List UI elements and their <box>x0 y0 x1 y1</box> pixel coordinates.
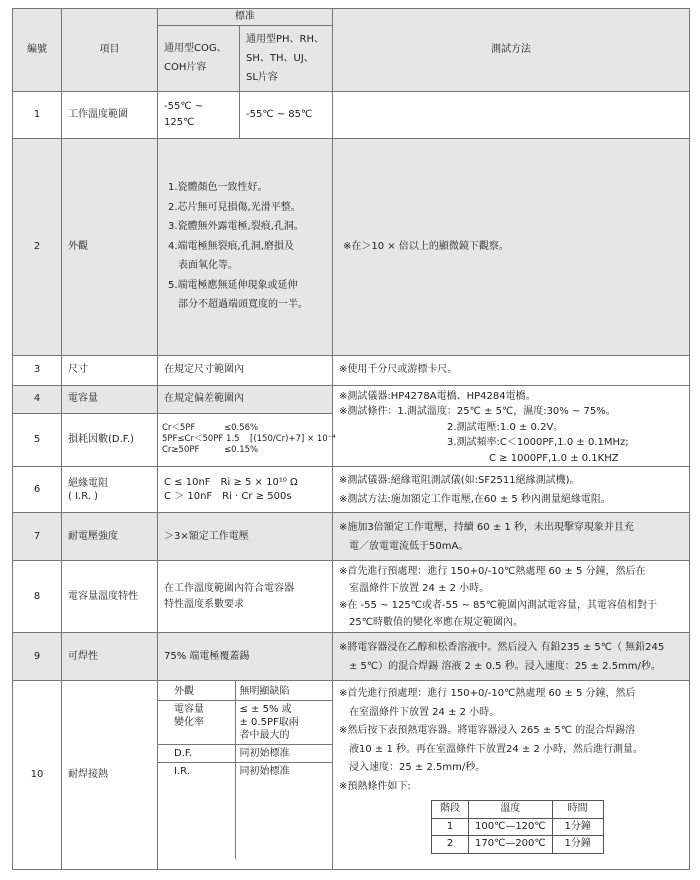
row-10 <box>13 681 690 870</box>
row-item: 損耗因數(D.F.) <box>62 413 158 466</box>
row-2 <box>13 138 690 355</box>
row-method: ※將電容器浸在乙醇和松香溶液中。然后浸入 有鉛235 ± 5℃（ 無鉛245 ± 5℃）的混合焊錫 溶液 2 ± 0.5 秒。浸入速度：25 ± 2.5mm/秒。 <box>333 633 690 681</box>
row-method: ※使用千分尺或游標卡尺。 <box>333 355 690 385</box>
row-item: 可焊性 <box>62 633 158 681</box>
preheat-table <box>431 800 604 854</box>
header-method: 測試方法 <box>333 9 690 92</box>
row-4 <box>13 385 690 413</box>
row-7 <box>13 513 690 561</box>
preheat-header-row: 階段 溫度 時間 <box>432 801 604 819</box>
row-no: 6 <box>13 467 62 513</box>
row-8 <box>13 561 690 633</box>
row-item: 絕緣電阻 ( I.R. ) <box>62 467 158 513</box>
spec-table <box>12 8 690 870</box>
row-method-4-5: ※測試儀器:HP4278A電橋、HP4284電橋。 ※測試條件：1.測試溫度：25℃ ± 5℃，濕度:30% ~ 75%。 2.測試電壓:1.0 ± 0.2V。 3.測試頻率:C＜1000PF,1.0 ± 0.1MHz; C ≥ 1000PF,1.0 ± 0.1KHZ <box>333 385 690 467</box>
row-item: 耐焊接熱 <box>62 681 158 870</box>
solder-heat-criteria <box>158 681 332 859</box>
row-std: 在規定偏差範圍內 <box>158 385 333 413</box>
row-9 <box>13 633 690 681</box>
preheat-row: 1 100℃—120℃ 1分鐘 <box>432 818 604 836</box>
row-std: 1.瓷體顏色一致性好。 2.芯片無可見損傷,光滑平整。 3.瓷體無外露電極,裂痕,孔洞。 4.端電極無裂痕,孔洞,磨損及 表面氧化等。 5.端電極應無延伸現象或延伸 部分不超過端頭寬度的一半。 <box>158 138 333 355</box>
header-no: 編號 <box>13 9 62 92</box>
preheat-row: 2 170℃—200℃ 1分鐘 <box>432 836 604 854</box>
row-no: 7 <box>13 513 62 561</box>
row-std-subtable <box>158 681 333 870</box>
row-method <box>333 91 690 138</box>
row-std: ＞3×額定工作電壓 <box>158 513 333 561</box>
header-cog: 通用型COG、 COH片容 <box>158 25 240 91</box>
row-6 <box>13 467 690 513</box>
criteria-row: 外觀 無明顯缺陷 <box>158 681 332 701</box>
row-no: 3 <box>13 355 62 385</box>
row-std: 在規定尺寸範圍內 <box>158 355 333 385</box>
row-no: 4 <box>13 385 62 413</box>
row-item: 電容量溫度特性 <box>62 561 158 633</box>
row-no: 10 <box>13 681 62 870</box>
row-3 <box>13 355 690 385</box>
row-method: ※施加3倍額定工作電壓，持續 60 ± 1 秒，未出現擊穿現象并且充 電／放電電流低于50mA。 <box>333 513 690 561</box>
row-item: 尺寸 <box>62 355 158 385</box>
header-standard: 標准 <box>158 9 333 26</box>
row-std-cog: -55℃ ~ 125℃ <box>158 91 240 138</box>
row-method: ※首先進行預處理：進行 150+0/-10℃熱處理 60 ± 5 分鐘，然后 在室溫條件下放置 24 ± 2 小時。 ※然后按下表預熱電容器。將電容器浸入 265 ± 5℃ 的混合焊錫溶 液10 ± 1 秒。再在室溫條件下放置24 ± 2 小時，然后進行測量。 浸入速度：25 ± 2.5mm/秒。 ※預熱條件如下: 階段 溫度 時間 1 100℃—120℃ 1分鐘 2 170℃—200℃ 1分鐘 <box>333 681 690 870</box>
row-method: ※在＞10 × 倍以上的顯微鏡下觀察。 <box>333 138 690 355</box>
header-item: 項目 <box>62 9 158 92</box>
row-item: 工作溫度範圍 <box>62 91 158 138</box>
row-item: 電容量 <box>62 385 158 413</box>
header-row <box>13 9 690 26</box>
row-std-ph: -55℃ ~ 85℃ <box>240 91 333 138</box>
row-method: ※測試儀器:絕緣電阻測試儀(如:SF2511絕緣測試機)。 ※測試方法:施加額定工作電壓,在60 ± 5 秒內測量絕緣電阻。 <box>333 467 690 513</box>
criteria-row: 電容量 變化率 ≤ ± 5% 或 ± 0.5PF取兩 者中最大的 <box>158 701 332 745</box>
header-ph: 通用型PH、RH、 SH、TH、UJ、 SL片容 <box>240 25 333 91</box>
row-item: 耐電壓強度 <box>62 513 158 561</box>
row-std: Cr＜5PF ≤0.56% 5PF≤Cr＜50PF 1.5 [(150/Cr)+7] × 10⁻⁴ Cr≥50PF ≤0.15% <box>158 413 333 466</box>
row-item: 外觀 <box>62 138 158 355</box>
row-no: 2 <box>13 138 62 355</box>
row-no: 9 <box>13 633 62 681</box>
row-no: 5 <box>13 413 62 466</box>
row-1 <box>13 91 690 138</box>
row-std: 在工作溫度範圍內符合電容器 特性溫度系數要求 <box>158 561 333 633</box>
row-std: C ≤ 10nF Ri ≥ 5 × 10¹⁰ Ω C ＞ 10nF Ri · Cr ≥ 500s <box>158 467 333 513</box>
row-method: ※首先進行預處理：進行 150+0/-10℃熱處理 60 ± 5 分鐘，然后在 室溫條件下放置 24 ± 2 小時。 ※在 -55 ~ 125℃或者-55 ~ 85℃範圍內測試電容量，其電容值相對于 25℃時數值的變化率應在規定範圍內。 <box>333 561 690 633</box>
criteria-row: D.F. 同初始標准 <box>158 745 332 763</box>
row-std: 75% 端電極覆蓋錫 <box>158 633 333 681</box>
row-no: 1 <box>13 91 62 138</box>
criteria-row: I.R. 同初始標准 <box>158 763 332 860</box>
row-no: 8 <box>13 561 62 633</box>
